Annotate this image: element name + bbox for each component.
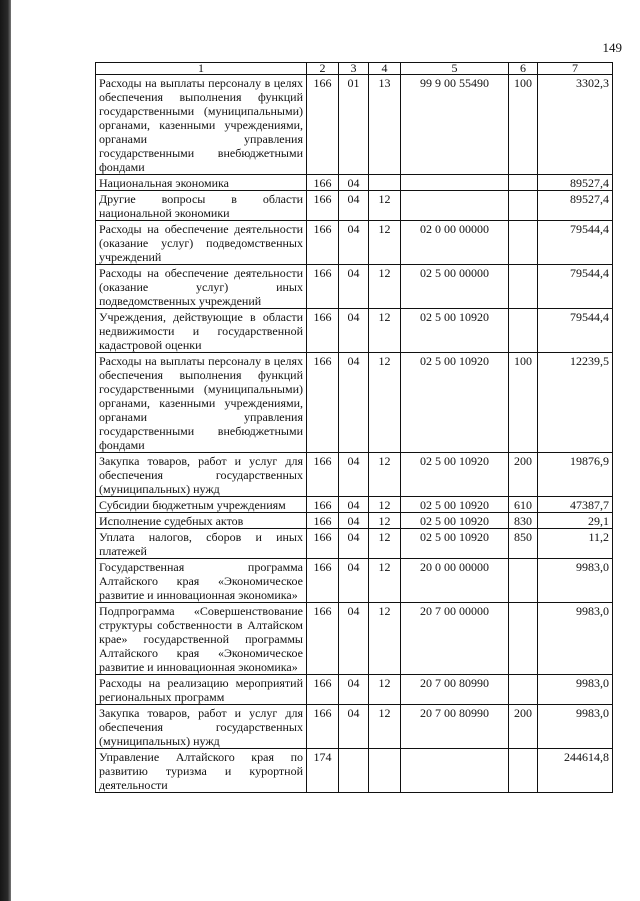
cell-ministry: 174 [307, 749, 339, 793]
cell-ministry: 166 [307, 453, 339, 497]
cell-amount: 47387,7 [538, 497, 613, 513]
cell-name: Другие вопросы в области национальной экономики [96, 191, 307, 221]
cell-target: 20 0 00 00000 [401, 559, 509, 603]
cell-subsection: 12 [369, 529, 401, 559]
cell-target: 20 7 00 80990 [401, 675, 509, 705]
column-header-7: 7 [538, 63, 613, 75]
cell-amount: 9983,0 [538, 675, 613, 705]
header-row [96, 63, 613, 75]
column-header-1: 1 [96, 63, 307, 75]
cell-subsection: 12 [369, 353, 401, 453]
cell-subsection: 12 [369, 497, 401, 513]
cell-amount: 79544,4 [538, 309, 613, 353]
cell-type [509, 191, 538, 221]
table-row [96, 529, 613, 559]
table-row [96, 309, 613, 353]
cell-name: Национальная экономика [96, 175, 307, 191]
cell-amount: 12239,5 [538, 353, 613, 453]
table-row [96, 175, 613, 191]
cell-section: 04 [339, 705, 369, 749]
cell-section: 01 [339, 75, 369, 175]
cell-section [339, 749, 369, 793]
column-header-6: 6 [509, 63, 538, 75]
cell-target [401, 749, 509, 793]
cell-ministry: 166 [307, 705, 339, 749]
cell-name: Расходы на обеспечение деятельности (оказание услуг) иных подведомственных учреждений [96, 265, 307, 309]
cell-amount: 3302,3 [538, 75, 613, 175]
budget-table [95, 62, 613, 793]
cell-amount: 9983,0 [538, 603, 613, 675]
cell-type: 200 [509, 705, 538, 749]
cell-type [509, 675, 538, 705]
cell-subsection: 12 [369, 675, 401, 705]
cell-section: 04 [339, 221, 369, 265]
cell-target [401, 191, 509, 221]
cell-amount: 11,2 [538, 529, 613, 559]
cell-section: 04 [339, 675, 369, 705]
table-row [96, 749, 613, 793]
cell-section: 04 [339, 559, 369, 603]
cell-target: 02 5 00 10920 [401, 309, 509, 353]
cell-section: 04 [339, 529, 369, 559]
column-header-2: 2 [307, 63, 339, 75]
cell-section: 04 [339, 353, 369, 453]
cell-ministry: 166 [307, 265, 339, 309]
table-row [96, 559, 613, 603]
cell-ministry: 166 [307, 603, 339, 675]
cell-name: Расходы на выплаты персоналу в целях обеспечения выполнения функций государственными (муниципальными) органами, казенными учреждениями, органами управления государственными внебюджетными фондами [96, 353, 307, 453]
table-row [96, 191, 613, 221]
cell-target: 02 5 00 10920 [401, 497, 509, 513]
cell-subsection: 12 [369, 191, 401, 221]
column-header-5: 5 [401, 63, 509, 75]
cell-type [509, 749, 538, 793]
cell-subsection: 12 [369, 603, 401, 675]
cell-subsection: 12 [369, 453, 401, 497]
table-row [96, 675, 613, 705]
column-header-3: 3 [339, 63, 369, 75]
cell-section: 04 [339, 175, 369, 191]
cell-amount: 19876,9 [538, 453, 613, 497]
cell-name: Расходы на выплаты персоналу в целях обеспечения выполнения функций государственными (муниципальными) органами, казенными учреждениями, органами управления государственными внебюджетными фондами [96, 75, 307, 175]
cell-amount: 9983,0 [538, 559, 613, 603]
cell-name: Субсидии бюджетным учреждениям [96, 497, 307, 513]
cell-name: Закупка товаров, работ и услуг для обеспечения государственных (муниципальных) нужд [96, 453, 307, 497]
cell-ministry: 166 [307, 497, 339, 513]
table-row [96, 603, 613, 675]
cell-name: Подпрограмма «Совершенствование структуры собственности в Алтайском крае» государственной программы Алтайского края «Экономическое развитие и инновационная экономика» [96, 603, 307, 675]
cell-target: 02 5 00 10920 [401, 513, 509, 529]
cell-name: Закупка товаров, работ и услуг для обеспечения государственных (муниципальных) нужд [96, 705, 307, 749]
cell-subsection: 12 [369, 265, 401, 309]
cell-section: 04 [339, 309, 369, 353]
cell-amount: 89527,4 [538, 175, 613, 191]
cell-subsection [369, 175, 401, 191]
cell-subsection: 13 [369, 75, 401, 175]
cell-ministry: 166 [307, 175, 339, 191]
table-body [96, 63, 613, 793]
cell-subsection: 12 [369, 309, 401, 353]
cell-type: 850 [509, 529, 538, 559]
cell-type: 100 [509, 353, 538, 453]
table-row [96, 265, 613, 309]
cell-ministry: 166 [307, 221, 339, 265]
cell-section: 04 [339, 513, 369, 529]
cell-name: Учреждения, действующие в области недвижимости и государственной кадастровой оценки [96, 309, 307, 353]
cell-subsection: 12 [369, 513, 401, 529]
cell-type: 100 [509, 75, 538, 175]
cell-section: 04 [339, 191, 369, 221]
cell-subsection [369, 749, 401, 793]
cell-type [509, 603, 538, 675]
cell-name: Расходы на обеспечение деятельности (оказание услуг) подведомственных учреждений [96, 221, 307, 265]
table-row [96, 75, 613, 175]
cell-subsection: 12 [369, 559, 401, 603]
cell-type [509, 309, 538, 353]
cell-section: 04 [339, 603, 369, 675]
table-row [96, 221, 613, 265]
cell-amount: 9983,0 [538, 705, 613, 749]
cell-amount: 79544,4 [538, 221, 613, 265]
cell-target: 02 5 00 00000 [401, 265, 509, 309]
cell-name: Государственная программа Алтайского края «Экономическое развитие и инновационная экономика» [96, 559, 307, 603]
column-header-4: 4 [369, 63, 401, 75]
cell-target [401, 175, 509, 191]
cell-type [509, 559, 538, 603]
cell-ministry: 166 [307, 559, 339, 603]
cell-name: Управление Алтайского края по развитию туризма и курортной деятельности [96, 749, 307, 793]
table-row [96, 497, 613, 513]
table-row [96, 453, 613, 497]
cell-ministry: 166 [307, 675, 339, 705]
cell-target: 02 5 00 10920 [401, 529, 509, 559]
cell-ministry: 166 [307, 191, 339, 221]
cell-type [509, 221, 538, 265]
cell-section: 04 [339, 265, 369, 309]
cell-ministry: 166 [307, 353, 339, 453]
cell-target: 20 7 00 80990 [401, 705, 509, 749]
cell-ministry: 166 [307, 75, 339, 175]
cell-ministry: 166 [307, 529, 339, 559]
cell-amount: 244614,8 [538, 749, 613, 793]
cell-amount: 79544,4 [538, 265, 613, 309]
table-row [96, 705, 613, 749]
cell-target: 02 5 00 10920 [401, 453, 509, 497]
cell-type: 830 [509, 513, 538, 529]
cell-type [509, 175, 538, 191]
cell-type [509, 265, 538, 309]
page-number: 149 [602, 40, 622, 55]
cell-ministry: 166 [307, 309, 339, 353]
cell-subsection: 12 [369, 221, 401, 265]
table-row [96, 353, 613, 453]
cell-type: 610 [509, 497, 538, 513]
scan-edge [0, 0, 11, 901]
cell-target: 02 5 00 10920 [401, 353, 509, 453]
cell-target: 99 9 00 55490 [401, 75, 509, 175]
cell-type: 200 [509, 453, 538, 497]
cell-subsection: 12 [369, 705, 401, 749]
cell-target: 02 0 00 00000 [401, 221, 509, 265]
cell-section: 04 [339, 453, 369, 497]
cell-amount: 29,1 [538, 513, 613, 529]
cell-section: 04 [339, 497, 369, 513]
table-row [96, 513, 613, 529]
cell-name: Исполнение судебных актов [96, 513, 307, 529]
cell-name: Расходы на реализацию мероприятий региональных программ [96, 675, 307, 705]
cell-name: Уплата налогов, сборов и иных платежей [96, 529, 307, 559]
cell-target: 20 7 00 00000 [401, 603, 509, 675]
cell-ministry: 166 [307, 513, 339, 529]
cell-amount: 89527,4 [538, 191, 613, 221]
